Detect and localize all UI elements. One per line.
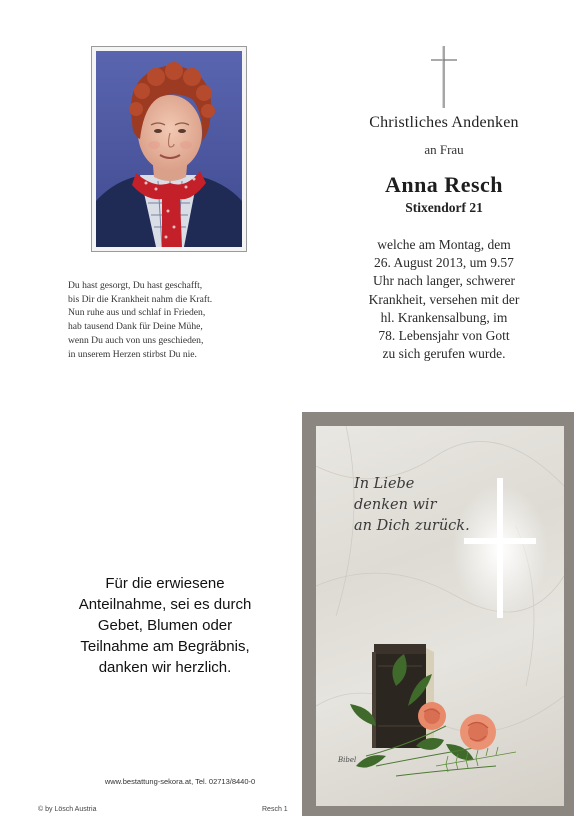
memorial-picture-card — [302, 412, 574, 816]
portrait-image — [96, 51, 242, 247]
thanks-text: Für die erwiesene Anteilnahme, sei es durch Gebet, Blumen oder Teilnahme am Begräbnis, danken wir herzlich. — [78, 575, 252, 676]
page-reference: Resch 1 — [262, 806, 288, 813]
deceased-name: Anna Resch — [384, 172, 504, 197]
cross-icon — [429, 44, 459, 110]
funeral-home-contact: www.bestattung-sekora.at, Tel. 02713/8440-0 — [104, 777, 256, 786]
death-announcement: welche am Montag, dem 26. August 2013, um 9.57 Uhr nach langer, schwerer Krankheit, versehen mit der hl. Krankensalbung, im 78. Lebensjahr von Gott zu sich gerufen wurde. — [368, 237, 520, 362]
notice-subheading: an Frau — [424, 142, 464, 157]
card-image-area — [316, 426, 564, 806]
poem-text: Du hast gesorgt, Du hast geschafft, bis Dir die Krankheit nahm die Kraft. Nun ruhe aus und schlaf in Frieden, hab tausend Dank für Deine Mühe, wenn Du auch von uns geschieden, in unserem Herzen stirbst Du nie. — [68, 280, 213, 360]
deceased-address: Stixendorf 21 — [405, 200, 483, 215]
card-verse: In Liebe denken wir an Dich zurück. — [354, 476, 470, 534]
copyright-text: © by Lösch Austria — [38, 806, 97, 813]
book-label: Bibel — [338, 756, 357, 764]
notice-heading: Christliches Andenken — [369, 114, 519, 131]
portrait-photo — [91, 46, 247, 252]
